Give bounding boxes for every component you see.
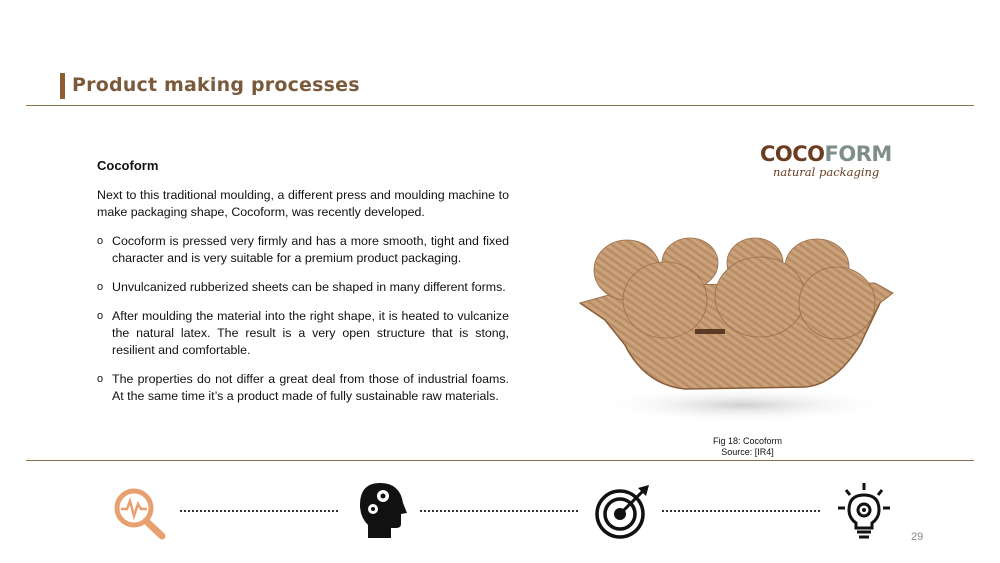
caption-source: Source: [IR4]	[721, 447, 774, 457]
footer-divider	[26, 460, 974, 461]
head-gears-icon	[358, 481, 408, 539]
egg-tray-photo	[575, 225, 910, 430]
bullet-item	[97, 233, 509, 267]
figure-caption	[680, 436, 815, 458]
bullet-item	[97, 308, 509, 359]
page-title: Product making processes	[72, 74, 360, 96]
logo-text-form: FORM	[824, 142, 892, 166]
page-number: 29	[911, 531, 924, 543]
connector-dots	[180, 510, 338, 512]
header-divider	[26, 105, 974, 106]
bullet-text: After moulding the material into the right shape, it is heated to vulcanize the natural latex. The result is a very open structure that is stong, resilient and comfortable.	[112, 309, 509, 357]
bullet-marker: o	[97, 310, 104, 322]
bullet-text: Cocoform is pressed very firmly and has a more smooth, tight and fixed character and is very suitable for a premium product packaging.	[112, 234, 509, 265]
bullet-text: The properties do not differ a great deal from those of industrial foams. At the same time it’s a product made of fully sustainable raw materials.	[112, 372, 509, 403]
logo-text-coco: COCO	[760, 142, 825, 166]
section-heading: Cocoform	[97, 158, 159, 173]
intro-paragraph: Next to this traditional moulding, a different press and moulding machine to make packaging shape, Cocoform, was recently developed.	[97, 188, 509, 219]
caption-figure-label: Fig 18: Cocoform	[712, 436, 783, 446]
bullet-marker: o	[97, 281, 104, 293]
bullet-text: Unvulcanized rubberized sheets can be shaped in many different forms.	[112, 280, 506, 294]
bullet-list	[97, 233, 509, 405]
logo-tagline: natural packaging	[773, 165, 880, 179]
connector-dots	[662, 510, 820, 512]
title-accent-bar	[60, 73, 65, 99]
bullet-marker: o	[97, 373, 104, 385]
bullet-item	[97, 279, 509, 296]
bullet-item	[97, 371, 509, 405]
target-arrow-icon	[594, 484, 652, 540]
text-content	[97, 157, 509, 417]
magnifier-pulse-icon	[110, 486, 170, 541]
connector-dots	[420, 510, 578, 512]
cocoform-logo	[760, 142, 900, 182]
lightbulb-gear-icon	[836, 482, 892, 542]
bullet-marker: o	[97, 235, 104, 247]
